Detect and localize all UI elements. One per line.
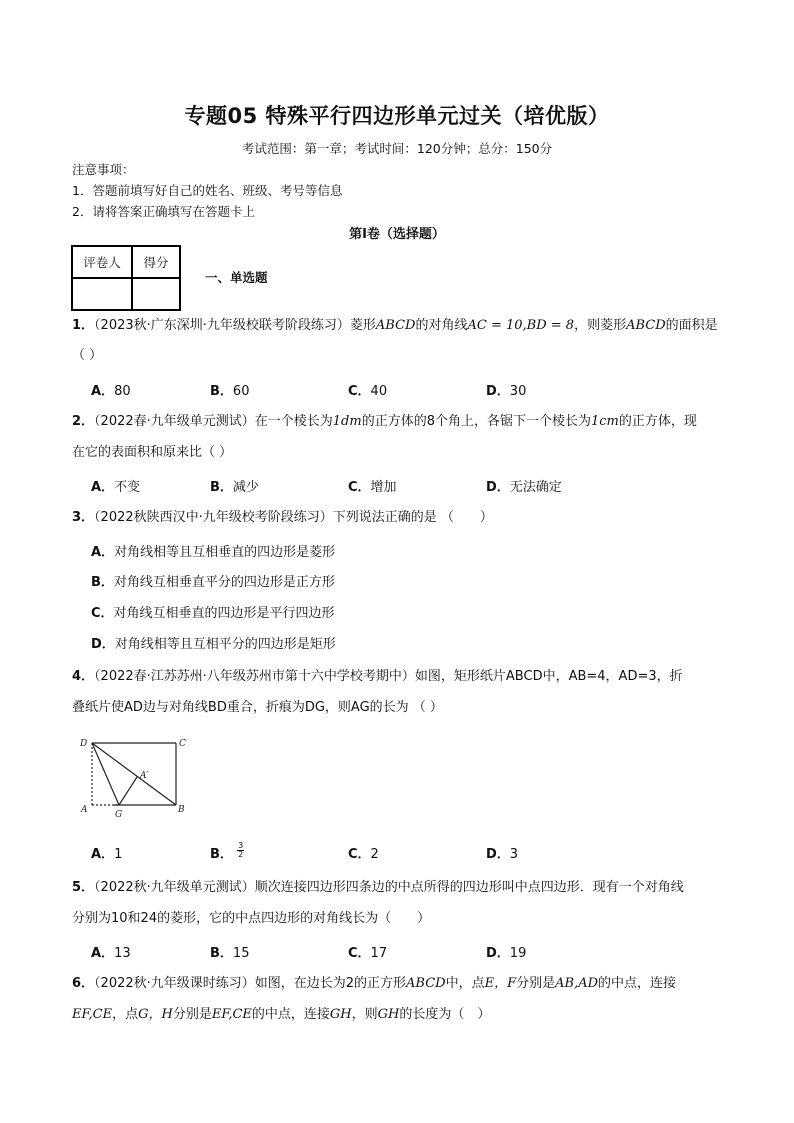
option-a[interactable]: A．1 (91, 847, 123, 862)
fraction: $\frac{3}{2}$ (238, 841, 244, 859)
section-title: 第I卷（选择题） (349, 227, 445, 242)
option-d[interactable]: D．30 (486, 384, 527, 399)
question-5: 5．（2022秋·九年级单元测试）顺次连接四边形四条边的中点所得的四边形叫中点四边形．现有一个对角线 (72, 880, 684, 895)
option-a[interactable]: A．不变 (91, 480, 141, 495)
option-c[interactable]: C．17 (348, 946, 388, 961)
option-d[interactable]: D．无法确定 (486, 480, 562, 495)
question-1: 1．（2023秋·广东深圳·九年级校联考阶段练习）菱形ABCD的对角线AC = 10,BD = 8，则菱形ABCD的面积是 (72, 318, 718, 333)
option-d[interactable]: D．对角线相等且互相平分的四边形是矩形 (91, 637, 336, 652)
option-d[interactable]: D．3 (486, 847, 519, 862)
question-6-line2: EF,CE，点G，H分别是EF,CE的中点，连接GH，则GH的长度为（ ） (72, 1007, 491, 1022)
segment-ga1 (119, 777, 137, 805)
option-b[interactable]: B．60 (210, 384, 250, 399)
option-c[interactable]: C．对角线互相垂直的四边形是平行四边形 (91, 606, 335, 621)
score-header: 得分 (132, 246, 180, 278)
question-2: 2．（2022春·九年级单元测试）在一个棱长为1dm的正方体的8个角上，各锯下一个棱长为1cm的正方体，现 (72, 414, 697, 429)
question-6: 6．（2022秋·九年级课时练习）如图，在边长为2的正方形ABCD中，点E，F分别是AB,AD的中点，连接 (72, 976, 677, 991)
grader-cell[interactable] (72, 278, 132, 310)
score-cell[interactable] (132, 278, 180, 310)
option-d[interactable]: D．19 (486, 946, 527, 961)
option-b[interactable]: B．对角线互相垂直平分的四边形是正方形 (91, 575, 335, 590)
option-a[interactable]: A．对角线相等且互相垂直的四边形是菱形 (91, 545, 336, 560)
note-item: 1．答题前填写好自己的姓名、班级、考号等信息 (72, 183, 343, 198)
grader-header: 评卷人 (72, 246, 132, 278)
question-4-line2: 叠纸片使AD边与对角线BD重合，折痕为DG，则AG的长为 （ ） (72, 700, 443, 715)
exam-meta: 考试范围：第一章；考试时间：120分钟；总分：150分 (241, 141, 553, 156)
label-a: A (81, 805, 88, 815)
grader-table (71, 245, 181, 311)
option-a[interactable]: A．13 (91, 946, 131, 961)
option-b[interactable]: B．减少 (210, 480, 259, 495)
page-title: 专题05 特殊平行四边形单元过关（培优版） (184, 104, 610, 128)
option-c[interactable]: C．2 (348, 847, 379, 862)
question-2-line2: 在它的表面积和原来比（ ） (72, 445, 233, 460)
label-b: B (178, 805, 185, 815)
option-b[interactable]: B． $\frac{3}{2}$ (210, 841, 244, 862)
label-a1: A′ (140, 771, 149, 781)
diagonal-db (92, 743, 176, 805)
label-c: C (179, 739, 186, 749)
label-d: D (80, 739, 88, 749)
question-1-line2: （ ） (72, 348, 103, 363)
notes-heading: 注意事项： (72, 162, 135, 177)
part-title: 一、单选题 (205, 270, 268, 285)
label-g: G (115, 810, 123, 820)
question-5-line2: 分别为10和24的菱形，它的中点四边形的对角线长为（ ） (72, 911, 431, 926)
option-a[interactable]: A．80 (91, 384, 131, 399)
option-b[interactable]: B．15 (210, 946, 250, 961)
note-item: 2．请将答案正确填写在答题卡上 (72, 204, 255, 219)
question-4: 4．（2022春·江苏苏州·八年级苏州市第十六中学校考期中）如图，矩形纸片ABCD中，AB=4，AD=3，折 (72, 669, 683, 684)
question-3: 3．（2022秋陕西汉中·九年级校考阶段练习）下列说法正确的是 （ ） (72, 510, 493, 525)
option-c[interactable]: C．增加 (348, 480, 397, 495)
option-c[interactable]: C．40 (348, 384, 388, 399)
rectangle-fold-figure (70, 732, 200, 824)
